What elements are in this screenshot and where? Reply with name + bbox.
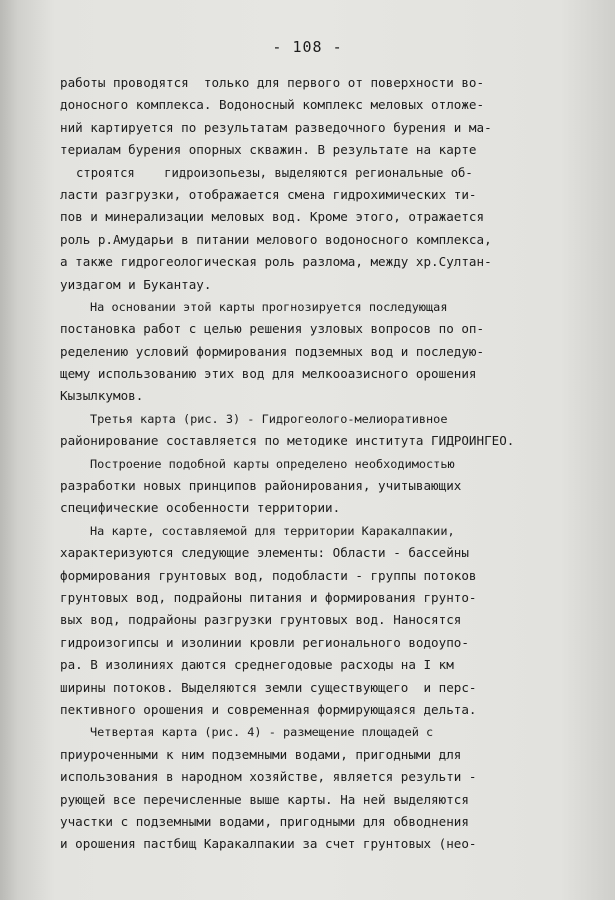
- text-line: а также гидрогеологическая роль разлома, между хр.Султан-: [60, 254, 492, 270]
- text-line: гидроизогипсы и изолинии кровли регионального водоупо-: [60, 634, 469, 650]
- text-line: Четвертая карта (рис. 4) - размещение площадей с: [90, 725, 434, 740]
- text-line: рующей все перечисленные выше карты. На ней выделяются: [60, 791, 469, 807]
- text-line: использования в народном хозяйстве, является результи -: [60, 769, 477, 785]
- text-line: ний картируется по результатам разведочного бурения и ма-: [60, 119, 492, 135]
- text-line: щему использованию этих вод для мелкооазисного орошения: [60, 366, 477, 382]
- text-line: ширины потоков. Выделяются земли существующего и перс-: [60, 679, 477, 695]
- text-line: пективного орошения и современная формирующаяся дельта.: [60, 701, 477, 717]
- text-line: специфические особенности территории.: [60, 500, 341, 516]
- text-line: характеризуются следующие элементы: Области - бассейны: [60, 545, 469, 561]
- text-line: строятся гидроизопьезы, выделяются региональные об-: [76, 165, 473, 180]
- text-line: ласти разгрузки, отображается смена гидрохимических ти-: [60, 186, 477, 202]
- text-line: участки с подземными водами, пригодными для обводнения: [60, 813, 469, 829]
- text-line: На карте, составляемой для территории Каракалпакии,: [90, 523, 455, 538]
- text-line: Построение подобной карты определено необходимостью: [90, 456, 455, 471]
- text-line: и орошения пастбищ Каракалпакии за счет грунтовых (нео-: [60, 836, 477, 852]
- text-line: постановка работ с целью решения узловых вопросов по оп-: [60, 321, 485, 337]
- text-line: роль р.Амударьи в питании мелового водоносного комплекса,: [60, 231, 492, 247]
- text-line: грунтовых вод, подрайоны питания и формирования грунто-: [60, 589, 477, 605]
- text-line: разработки новых принципов районирования, учитывающих: [60, 478, 462, 494]
- text-line: районирование составляется по методике института ГИДРОИНГЕО.: [60, 433, 515, 449]
- text-line: пов и минерализации меловых вод. Кроме этого, отражается: [60, 209, 485, 225]
- text-line: Третья карта (рис. 3) - Гидрогеолого-мелиоративное: [90, 411, 448, 426]
- body-text: [0, 72, 615, 856]
- text-line: приуроченными к ним подземными водами, пригодными для: [60, 746, 462, 762]
- text-line: доносного комплекса. Водоносный комплекс меловых отложе-: [60, 97, 485, 113]
- text-line: формирования грунтовых вод, подобласти - группы потоков: [60, 567, 477, 583]
- text-line: На основании этой карты прогнозируется последующая: [90, 299, 448, 314]
- text-line: вых вод, подрайоны разгрузки грунтовых вод. Наносятся: [60, 612, 462, 628]
- text-line: уиздагом и Букантау.: [60, 276, 212, 292]
- text-line: териалам бурения опорных скважин. В результате на карте: [60, 142, 477, 158]
- text-line: ределению условий формирования подземных вод и последую-: [60, 343, 485, 359]
- text-line: ра. В изолиниях даются среднегодовые расходы на I км: [60, 657, 454, 673]
- page-number: - 108 -: [272, 38, 343, 56]
- text-line: Кызылкумов.: [60, 388, 144, 404]
- text-line: работы проводятся только для первого от поверхности во-: [60, 75, 485, 90]
